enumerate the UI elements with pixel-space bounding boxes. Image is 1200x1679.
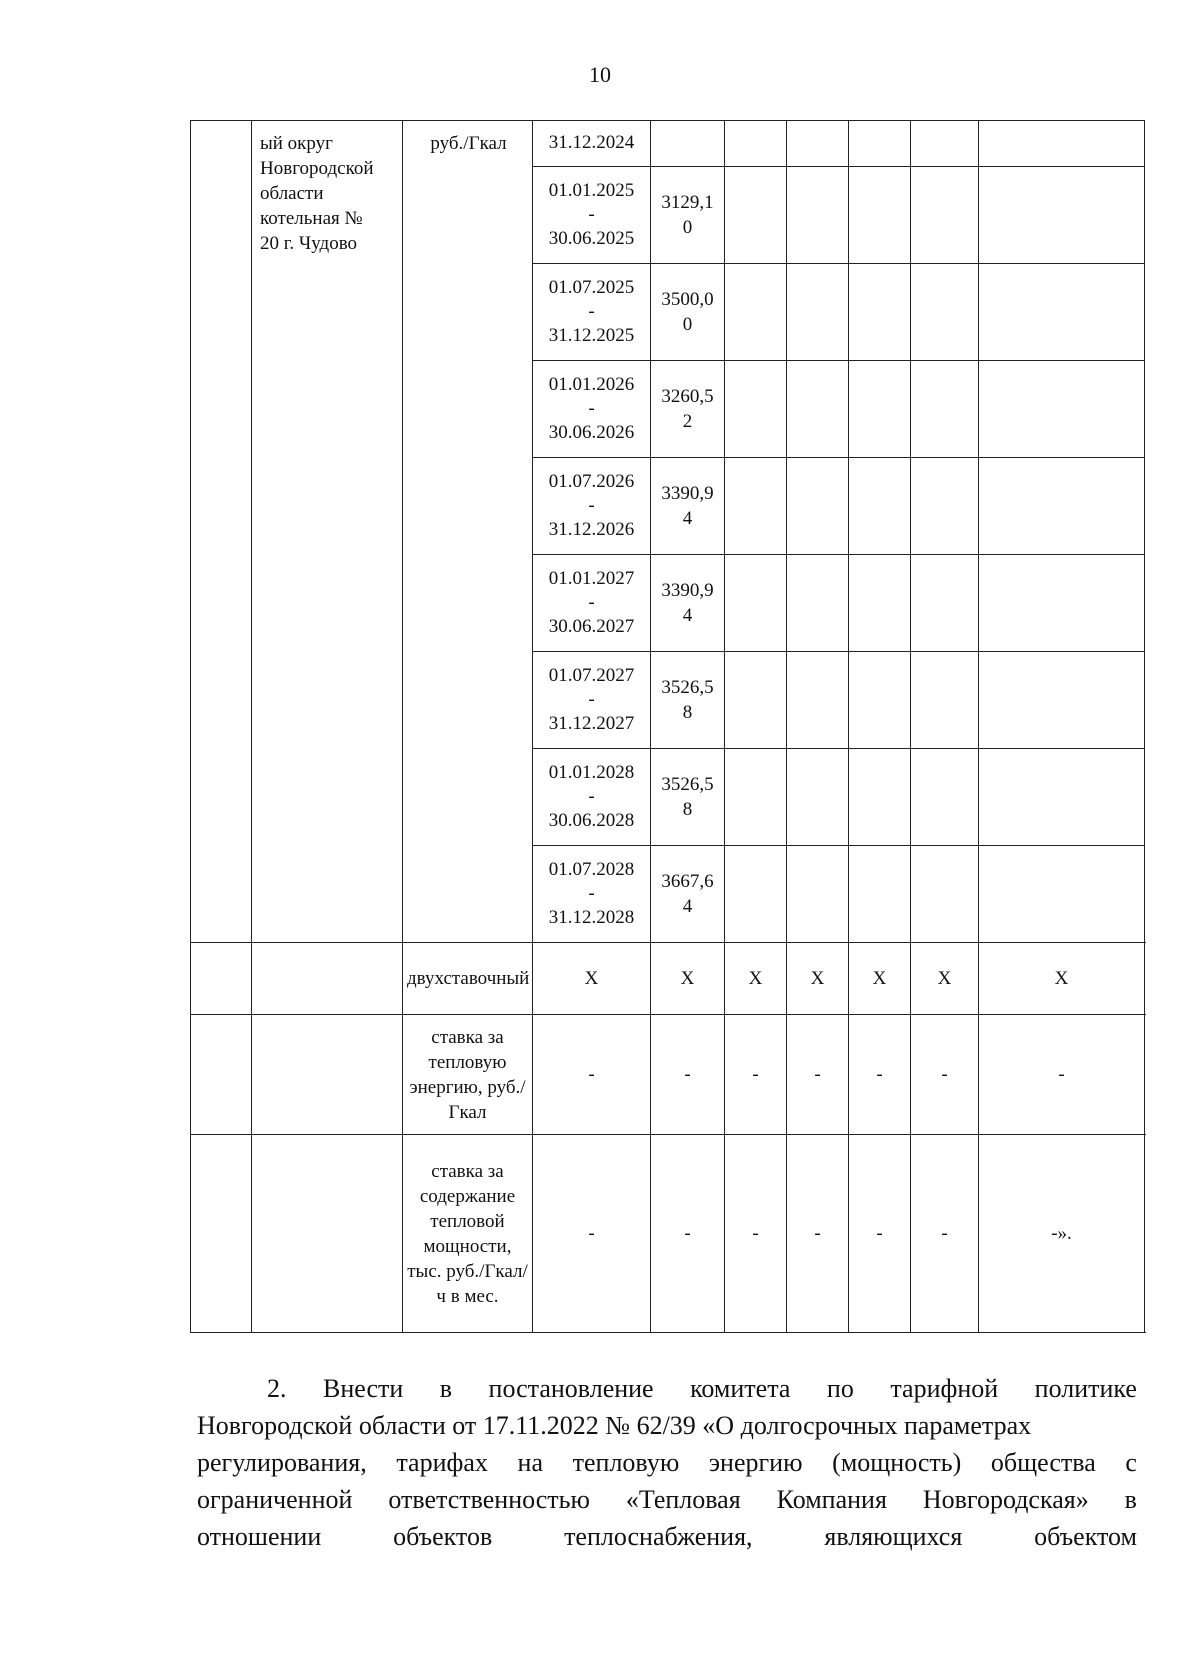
table-cell-blank bbox=[979, 846, 1145, 943]
period-from: 01.01.2027 bbox=[548, 568, 635, 589]
table-cell-blank bbox=[849, 652, 911, 749]
table-cell-blank bbox=[787, 652, 849, 749]
period-to: 30.06.2027 bbox=[548, 616, 635, 637]
table-cell-blank bbox=[252, 943, 403, 1015]
table-cell-blank bbox=[849, 458, 911, 555]
table-cell-blank bbox=[979, 555, 1145, 652]
paragraph-word: с bbox=[1125, 1448, 1137, 1477]
page-number: 10 bbox=[589, 62, 611, 87]
paragraph-line bbox=[197, 1444, 1137, 1481]
table-cell-blank bbox=[725, 167, 787, 264]
paragraph-line bbox=[197, 1370, 1137, 1407]
tariff-value-cell: 3390,94 bbox=[651, 458, 725, 555]
table-cell-blank bbox=[911, 749, 979, 846]
paragraph-word: отношении bbox=[197, 1522, 322, 1551]
paragraph-lines bbox=[197, 1370, 1137, 1555]
table-cell-blank bbox=[787, 749, 849, 846]
paragraph-word: теплоснабжения, bbox=[564, 1522, 753, 1551]
paragraph-word: энергию bbox=[708, 1448, 803, 1477]
table-cell-blank bbox=[725, 121, 787, 167]
table-cell-blank bbox=[979, 749, 1145, 846]
mark-cell: Х bbox=[533, 943, 651, 1015]
table-cell-blank bbox=[191, 121, 252, 943]
paragraph-line bbox=[197, 1481, 1137, 1518]
paragraph-word: ограниченной bbox=[197, 1485, 353, 1514]
tariff-value-cell: 3500,00 bbox=[651, 264, 725, 361]
paragraph-word: объектов bbox=[393, 1522, 493, 1551]
table-cell-blank bbox=[787, 264, 849, 361]
period-to: 31.12.2027 bbox=[548, 713, 635, 734]
power-rate-row bbox=[191, 1135, 1145, 1333]
paragraph-word: на bbox=[517, 1448, 543, 1477]
paragraph-word: ответственностью bbox=[388, 1485, 590, 1514]
table-cell-blank bbox=[849, 555, 911, 652]
period-from: 01.07.2026 bbox=[548, 471, 635, 492]
mark-cell: - bbox=[651, 1015, 725, 1135]
paragraph-word: комитета bbox=[690, 1374, 791, 1403]
period-from: 01.07.2025 bbox=[548, 277, 635, 298]
tariff-type-label: ставка за тепловую энергию, руб./Гкал bbox=[403, 1015, 533, 1135]
unit-cell: руб./Гкал bbox=[403, 121, 533, 943]
period-from: 01.07.2027 bbox=[548, 665, 635, 686]
table-cell-blank bbox=[787, 167, 849, 264]
table-cell-blank bbox=[725, 555, 787, 652]
tariff-value-cell: 3526,58 bbox=[651, 749, 725, 846]
tariff-type-label: двухставочный bbox=[403, 943, 533, 1015]
table-cell-blank bbox=[911, 458, 979, 555]
mark-cell: - bbox=[787, 1135, 849, 1333]
table-cell-blank bbox=[252, 1015, 403, 1135]
period-to: 30.06.2026 bbox=[548, 422, 635, 443]
mark-cell: - bbox=[725, 1135, 787, 1333]
mark-cell: - bbox=[849, 1135, 911, 1333]
mark-cell: Х bbox=[651, 943, 725, 1015]
period-from: 01.01.2028 bbox=[548, 762, 635, 783]
table-cell-blank bbox=[725, 361, 787, 458]
paragraph-word: Внести bbox=[323, 1374, 404, 1403]
period-from: 01.01.2025 bbox=[548, 180, 635, 201]
tariff-value-cell: 3260,52 bbox=[651, 361, 725, 458]
period-dash: - bbox=[588, 495, 595, 516]
paragraph-word: тарифах bbox=[396, 1448, 488, 1477]
table-cell-blank bbox=[911, 846, 979, 943]
table-cell-blank bbox=[979, 361, 1145, 458]
table-row bbox=[191, 121, 1145, 167]
table-cell-blank bbox=[787, 846, 849, 943]
tariff-value-cell: 3667,64 bbox=[651, 846, 725, 943]
mark-cell: - bbox=[849, 1015, 911, 1135]
object-name-cell bbox=[252, 121, 403, 943]
table-cell-blank bbox=[787, 458, 849, 555]
table-cell-blank bbox=[911, 167, 979, 264]
paragraph-word: по bbox=[826, 1374, 854, 1403]
object-name-line: области bbox=[260, 183, 324, 204]
tariff-type-label: ставка за содержание тепловой мощности, тыс. руб./Гкал/ч в мес. bbox=[403, 1135, 533, 1333]
period-cell bbox=[533, 749, 651, 846]
table-cell-blank bbox=[191, 1015, 252, 1135]
mark-cell: - bbox=[533, 1015, 651, 1135]
table-cell-blank bbox=[191, 943, 252, 1015]
paragraph-word: Новгородская» bbox=[922, 1485, 1089, 1514]
period-dash: - bbox=[588, 592, 595, 613]
mark-cell: - bbox=[911, 1135, 979, 1333]
mark-cell: Х bbox=[725, 943, 787, 1015]
table-cell-blank bbox=[725, 264, 787, 361]
mark-cell: -». bbox=[979, 1135, 1145, 1333]
table-cell-blank bbox=[911, 121, 979, 167]
table-cell-blank bbox=[787, 555, 849, 652]
paragraph-word: в bbox=[1124, 1485, 1137, 1514]
tariff-value-cell: 3526,58 bbox=[651, 652, 725, 749]
table-cell-blank bbox=[849, 264, 911, 361]
period-dash: - bbox=[588, 398, 595, 419]
mark-cell: Х bbox=[787, 943, 849, 1015]
period-cell bbox=[533, 652, 651, 749]
period-cell bbox=[533, 846, 651, 943]
period-cell: 31.12.2024 bbox=[533, 121, 651, 167]
table-cell-blank bbox=[787, 121, 849, 167]
mark-cell: Х bbox=[849, 943, 911, 1015]
table-cell-blank bbox=[725, 749, 787, 846]
period-to: 30.06.2028 bbox=[548, 810, 635, 831]
period-to: 31.12.2025 bbox=[548, 325, 635, 346]
period-dash: - bbox=[588, 301, 595, 322]
paragraph-word: политике bbox=[1034, 1374, 1137, 1403]
table-cell-blank bbox=[725, 458, 787, 555]
table-cell-blank bbox=[849, 361, 911, 458]
period-to: 31.12.2028 bbox=[548, 907, 635, 928]
period-to: 31.12.2026 bbox=[548, 519, 635, 540]
table-cell-blank bbox=[979, 167, 1145, 264]
period-dash: - bbox=[588, 786, 595, 807]
two-part-row bbox=[191, 943, 1145, 1015]
paragraph-word: (мощность) bbox=[832, 1448, 962, 1477]
period-dash: - bbox=[588, 689, 595, 710]
period-from: 01.01.2026 bbox=[548, 374, 635, 395]
paragraph-2 bbox=[197, 1370, 1137, 1555]
paragraph-word: тарифной bbox=[890, 1374, 999, 1403]
period-cell bbox=[533, 555, 651, 652]
paragraph-word: регулирования, bbox=[197, 1448, 367, 1477]
paragraph-word: являющихся bbox=[824, 1522, 963, 1551]
mark-cell: - bbox=[787, 1015, 849, 1135]
period-cell bbox=[533, 361, 651, 458]
period-to: 30.06.2025 bbox=[548, 228, 635, 249]
table-cell-blank bbox=[787, 361, 849, 458]
mark-cell: - bbox=[651, 1135, 725, 1333]
tariff-value-cell: 3129,10 bbox=[651, 167, 725, 264]
table-cell-blank bbox=[979, 121, 1145, 167]
period-cell bbox=[533, 458, 651, 555]
paragraph-word: общества bbox=[990, 1448, 1096, 1477]
table-cell-blank bbox=[911, 361, 979, 458]
paragraph-word: тепловую bbox=[572, 1448, 680, 1477]
paragraph-word: Компания bbox=[776, 1485, 887, 1514]
table-cell-blank bbox=[725, 652, 787, 749]
mark-cell: Х bbox=[911, 943, 979, 1015]
table-cell-blank bbox=[911, 652, 979, 749]
table-cell-blank bbox=[849, 749, 911, 846]
paragraph-word: объектом bbox=[1034, 1522, 1137, 1551]
table-cell-blank bbox=[849, 846, 911, 943]
mark-cell: Х bbox=[979, 943, 1145, 1015]
paragraph-word: 2. bbox=[267, 1374, 287, 1403]
paragraph-line bbox=[197, 1518, 1137, 1555]
paragraph-line: Новгородской области от 17.11.2022 № 62/39 «О долгосрочных параметрах bbox=[197, 1411, 1032, 1440]
table-cell-blank bbox=[252, 1135, 403, 1333]
table-cell-blank bbox=[911, 555, 979, 652]
heat-rate-row bbox=[191, 1015, 1145, 1135]
table-cell-blank bbox=[849, 167, 911, 264]
table-cell-blank bbox=[191, 1135, 252, 1333]
mark-cell: - bbox=[533, 1135, 651, 1333]
tariff-table bbox=[190, 120, 1145, 1333]
tariff-table-body bbox=[191, 121, 1145, 1333]
mark-cell: - bbox=[911, 1015, 979, 1135]
table-cell-blank bbox=[979, 458, 1145, 555]
paragraph-word: в bbox=[439, 1374, 453, 1403]
paragraph-word: постановление bbox=[488, 1374, 654, 1403]
tariff-value-cell: 3390,94 bbox=[651, 555, 725, 652]
table-cell-blank bbox=[979, 652, 1145, 749]
period-cell bbox=[533, 167, 651, 264]
period-from: 01.07.2028 bbox=[548, 859, 635, 880]
table-cell-blank bbox=[651, 121, 725, 167]
object-name-line: котельная № bbox=[260, 208, 363, 229]
period-cell bbox=[533, 264, 651, 361]
period-dash: - bbox=[588, 883, 595, 904]
table-cell-blank bbox=[725, 846, 787, 943]
object-name-line: 20 г. Чудово bbox=[260, 233, 358, 254]
paragraph-word: «Тепловая bbox=[625, 1485, 741, 1514]
table-cell-blank bbox=[849, 121, 911, 167]
mark-cell: - bbox=[979, 1015, 1145, 1135]
period-dash: - bbox=[588, 204, 595, 225]
mark-cell: - bbox=[725, 1015, 787, 1135]
object-name-line: ый округ bbox=[260, 133, 333, 154]
object-name-line: Новгородской bbox=[260, 158, 374, 179]
table-cell-blank bbox=[911, 264, 979, 361]
table-cell-blank bbox=[979, 264, 1145, 361]
